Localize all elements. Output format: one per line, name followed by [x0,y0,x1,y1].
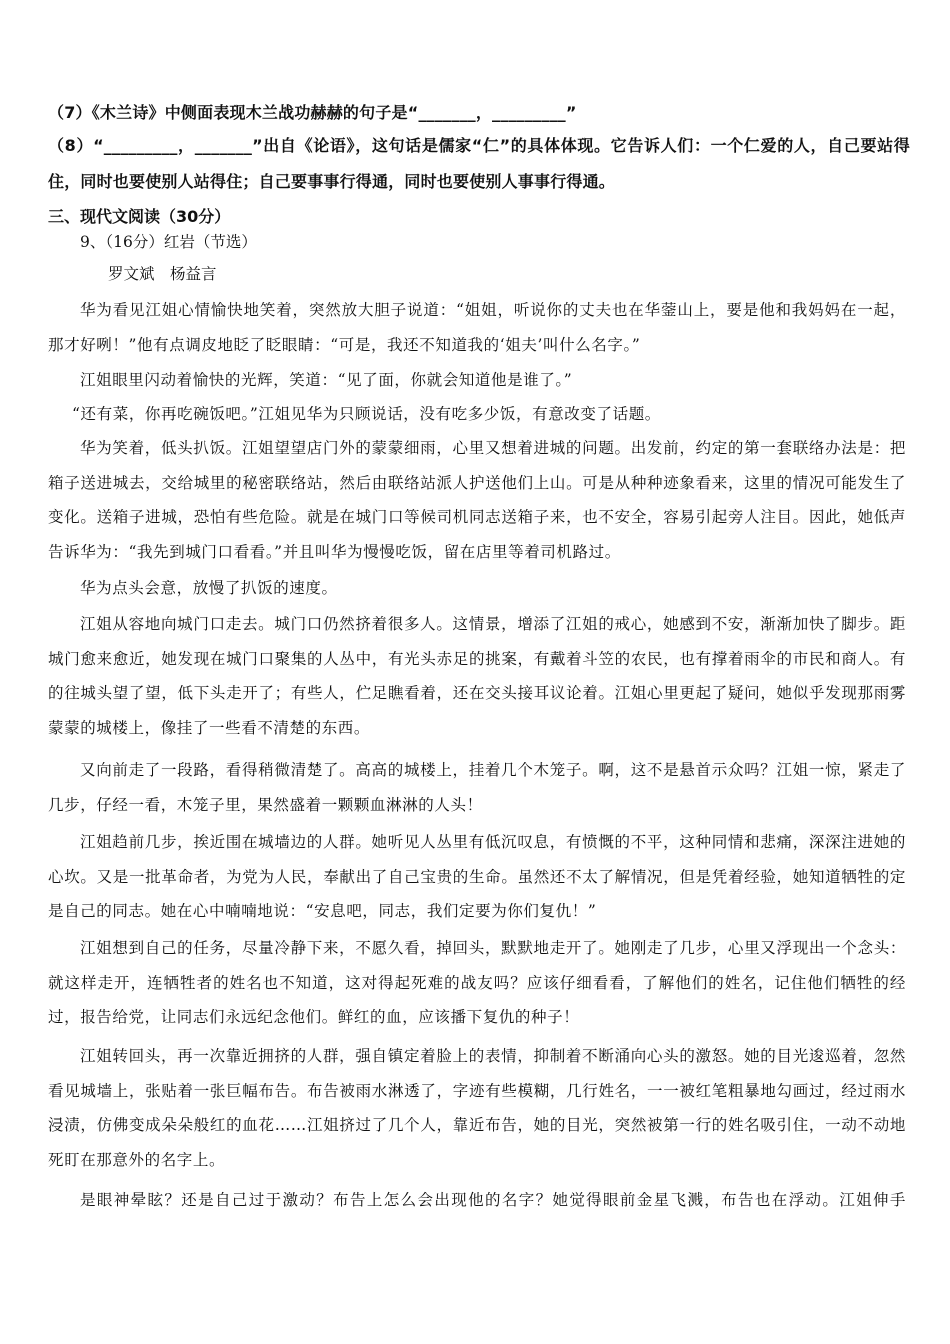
section-heading: 三、现代文阅读（30分） [48,207,231,226]
paragraph-8: 江姐趋前几步，挨近围在城墙边的人群。她听见人丛里有低沉叹息，有愤慨的不平，这种同情和悲痛，深深注进她的心坎。又是一批革命者，为党为人民，奉献出了自己宝贵的生命。虽然还不太了解情况，但是凭着经验，她知道牺牲的定是自己的同志。她在心中喃喃地说：“安息吧，同志，我们定要为你们复仇！” [48,833,906,921]
paragraph-7: 又向前走了一段路，看得稍微清楚了。高高的城楼上，挂着几个木笼子。啊，这不是悬首示众吗？江姐一惊，紧走了几步，仔经一看，木笼子里，果然盛着一颗颗血淋淋的人头！ [48,761,906,814]
passage-authors: 罗文斌 杨益言 [108,265,217,283]
passage-title: 9、（16分）红岩（节选） [80,233,257,251]
paragraph-1: 华为看见江姐心情愉快地笑着，突然放大胆子说道：“姐姐，听说你的丈夫也在华蓥山上，要是他和我妈妈在一起，那才好咧！”他有点调皮地眨了眨眼睛：“可是，我还不知道我的‘姐夫’叫什么名字。” [48,301,906,354]
paragraph-6: 江姐从容地向城门口走去。城门口仍然挤着很多人。这情景，增添了江姐的戒心，她感到不安，渐渐加快了脚步。距城门愈来愈近，她发现在城门口聚集的人丛中，有光头赤足的挑案，有戴着斗笠的农民，也有撑着雨伞的市民和商人。有的往城头望了望，低下头走开了；有些人，伫足瞧看着，还在交头接耳议论着。江姐心里更起了疑问，她似乎发现那雨雾蒙蒙的城楼上，像挂了一些看不清楚的东西。 [48,615,906,737]
paragraph-3: “还有菜，你再吃碗饭吧。”江姐见华为只顾说话，没有吃多少饭，有意改变了话题。 [72,405,661,423]
paragraph-11: 是眼神晕眩？还是自己过于激动？布告上怎么会出现他的名字？她觉得眼前金星飞溅，布告也在浮动。江姐伸手 [80,1191,906,1209]
paragraph-4: 华为笑着，低头扒饭。江姐望望店门外的蒙蒙细雨，心里又想着进城的问题。出发前，约定的第一套联络办法是：把箱子送进城去，交给城里的秘密联络站，然后由联络站派人护送他们上山。可是从种种迹象看来，这里的情况可能发生了变化。送箱子进城，恐怕有些危险。就是在城门口等候司机同志送箱子来，也不安全，容易引起旁人注目。因此，她低声告诉华为：“我先到城门口看看。”并且叫华为慢慢吃饭，留在店里等着司机路过。 [48,439,906,561]
question-7: （7）《木兰诗》中侧面表现木兰战功赫赫的句子是“_______，_________” [48,103,577,122]
paragraph-5: 华为点头会意，放慢了扒饭的速度。 [80,579,338,597]
paragraph-2: 江姐眼里闪动着愉快的光辉，笑道：“见了面，你就会知道他是谁了。” [80,371,573,389]
question-8: （8）“_________，_______”出自《论语》，这句话是儒家“仁”的具体体现。它告诉人们：一个仁爱的人，自己要站得住，同时也要使别人站得住；自己要事事行得通，同时也要使别人事事行得通。 [48,136,910,191]
paragraph-9: 江姐想到自己的任务，尽量冷静下来，不愿久看，掉回头，默默地走开了。她刚走了几步，心里又浮现出一个念头：就这样走开，连牺牲者的姓名也不知道，这对得起死难的战友吗？应该仔细看看，了解他们的姓名，记住他们牺牲的经过，报告给党，让同志们永远纪念他们。鲜红的血，应该播下复仇的种子！ [48,939,906,1027]
paragraph-10: 江姐转回头，再一次靠近拥挤的人群，强自镇定着脸上的表情，抑制着不断涌向心头的激怒。她的目光逡巡着，忽然看见城墙上，张贴着一张巨幅布告。布告被雨水淋透了，字迹有些模糊，几行姓名，一一被红笔粗暴地勾画过，经过雨水浸渍，仿佛变成朵朵般红的血花……江姐挤过了几个人，靠近布告，她的目光，突然被第一行的姓名吸引住，一动不动地死盯在那意外的名字上。 [48,1047,906,1169]
